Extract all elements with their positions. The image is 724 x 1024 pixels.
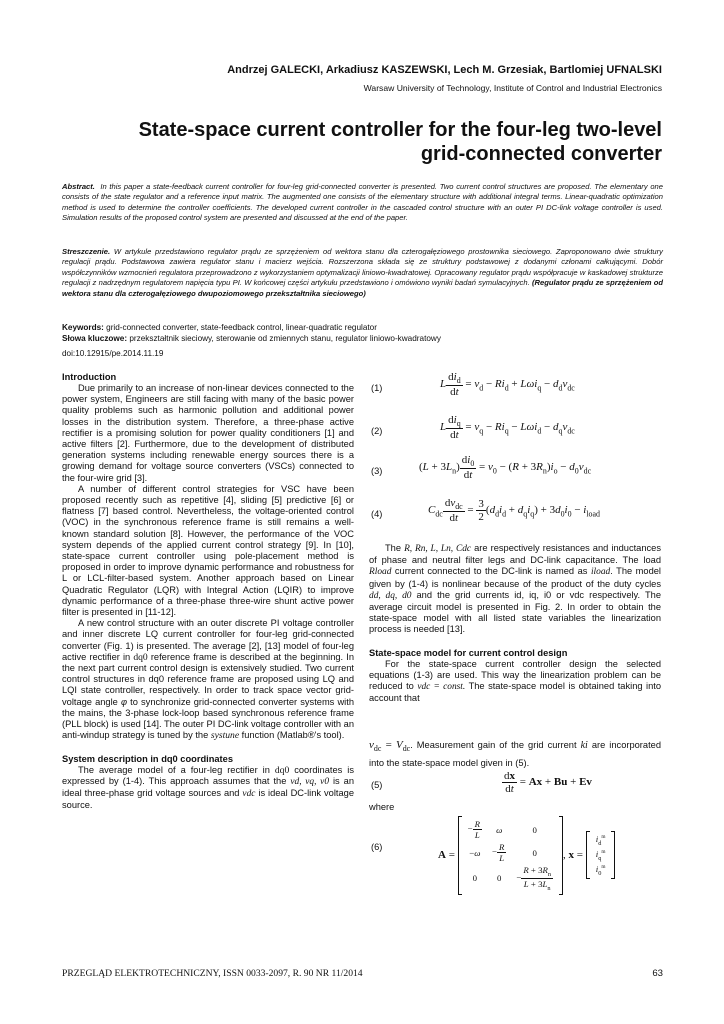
statespace-heading: State-space model for current control design [369,647,568,658]
statespace-cond: vdc = const. [417,682,466,693]
measurement-b: are incorporated into the state-space model given in (5). [369,740,661,769]
equation-6: A = − $\frac{R}{L}$ ω 0 −ω − $\frac{R}{L}$ 0 0 0 − $\frac{R + 3R_n}{L + 3L_n}$ , x = $i_d^m$ $i_q^m$ $i_0^m$ [438,816,615,895]
system-heading: System description in dq0 coordinates [62,753,233,764]
measurement-ki: ki [580,740,588,751]
matrix-A: − $\frac{R}{L}$ ω 0 −ω − $\frac{R}{L}$ 0 0 0 − $\frac{R + 3R_n}{L + 3L_n}$ [458,816,563,895]
statespace-paragraph [369,659,661,705]
statespace-b: The state-space model is obtained taking into account that [369,681,661,704]
slowa-kluczowe [62,333,663,344]
params-rload: Rload [369,567,392,578]
params-e: and the grid currents id, iq, i0 or vdc respectively. The average circuit model is presented in Fig. 2. In order to obtain the state-space model with all listed state variables the linearization process is needed [13]. [369,589,662,635]
intro-p3-a: A new control structure with an outer discrete PI voltage controller and inner discrete LQ current controller for four-leg grid-connected converter (Fig. 1) is presented. The average [2], [13] model of four-leg active rectifier in [62,618,354,662]
params-d: . The model given by (1-4) is nonlinear because of the product of the duty cycles [369,566,661,589]
keywords-label: Keywords: [62,323,104,332]
eq-number-3: (3) [371,466,383,476]
streszczenie-label: Streszczenie. [62,247,111,256]
keywords-text: grid-connected converter, state-feedback control, linear-quadratic regulator [106,323,377,332]
equation-3: $(L + 3L_n)$ $\frac{di_0}{dt}$ = $v_0 - (R + 3R_n)i_o - d_0v_{dc}$ [419,454,592,482]
intro-paragraph-1: Due primarily to an increase of non-linear devices connected to the power system, Engineers are still facing with many of the basic power quality problems such as harmonic pollution and additional power losses in the distribution system. Therefore, a three-phase active rectifier is a promising solution for power quality conditioners [1] and active filters [2]. Furthermore, due to the development of distributed generation systems including renewable energy sources there is a growing demand for voltage source converters (VSCs) connected to the four-wire grid [3]. [62,383,354,483]
eq-number-5: (5) [371,780,383,790]
right-column-text-1 [369,543,661,704]
right-column-text-2 [369,738,661,770]
equation-1: L $\frac{di_d}{dt}$ = $v_d - Ri_d + L\omega i_q - d_dv_{dc}$ [440,371,575,399]
eq-number-4: (4) [371,509,383,519]
params-duty: dd, dq, d0 [369,590,412,601]
abstract [62,182,663,224]
params-c: current connected to the DC-link is named as [391,566,591,577]
journal-info: PRZEGLĄD ELEKTROTECHNICZNY, ISSN 0033-2097, R. 90 NR 11/2014 [62,968,363,979]
intro-paragraph-3 [62,618,354,741]
intro-p3-systune: systune [210,730,240,742]
title-line-1: State-space current controller for the four-leg two-level [138,119,662,141]
equation-2: L $\frac{di_q}{dt}$ = $v_q - Ri_q - L\omega i_d - d_qv_{dc}$ [440,414,575,442]
affiliation: Warsaw University of Technology, Institute of Control and Industrial Electronics [363,83,662,93]
vdc-equals-Vdc: $v_{dc} = V_{dc}$ [369,739,411,754]
system-p1-a: The average model of a four-leg rectifier in [78,764,275,775]
doi: doi:10.12915/pe.2014.11.19 [62,349,164,358]
system-p1-c: is an ideal three-phase grid voltage sources and [62,775,354,798]
eq-number-6: (6) [371,842,383,852]
abstract-label: Abstract. [62,182,95,191]
intro-heading: Introduction [62,372,117,382]
statespace-a: For the state-space current controller design the selected equations (1-3) are used. This way the linearization problem can be reduced to [369,658,661,692]
system-p1-dq0: dq0 [274,764,290,776]
system-paragraph [62,765,354,812]
params-paragraph [369,543,661,636]
intro-p3-d: function (Matlab®'s tool). [239,730,345,741]
intro-p3-phi: φ [120,696,128,707]
paper-title [122,118,662,166]
equation-4: $C_{dc}$ $\frac{dv_{dc}}{dt}$ = $\frac{3}{2}$ $(d_di_d + d_qi_q) + 3d_0i_0 - i_{load}$ [428,497,600,525]
intro-p3-c: to synchronize grid-connected converter systems with the mains, the 3-phase lock-loop based synchronous reference frame (PLL block) is used [14]. The outer PI DC-link voltage controller with an anti-windup strategy is tuned by the [62,696,354,741]
title-line-2: grid-connected converter [420,143,662,165]
eq-number-2: (2) [371,426,383,436]
intro-p3-b: reference frame is described at the beginning. In the next part current control design is extensively studied. Two current control structures in dq0 reference frame are proposed using LQ and LQI state controller, respectively. In order to track space vector grid-voltage angle [62,651,354,707]
intro-paragraph-2: A number of different control strategies for VSC have been proposed recently such as repetitive [4], sliding [5] predictive [6] or flatness [7] based control. Nevertheless, the voltage-oriented control (VOC) in the synchronous reference frame is still remains a well-known standard solution [8]. However, the performance of the VOC system depends of the applied current control strategy [9]. In [10], state-space current controller using pole-placement method is proposed in order to improve dynamic performance and robustness for L or LCL-filter-based system. Another approach based on Linear Quadratic Regulator (LQR) with Integral Action (LQIR) to improve dynamic performance of a three-phase three-wire shunt active power filter is presented in [11-12]. [62,483,354,618]
system-p1-d: is ideal DC-link voltage source. [62,787,354,811]
keywords [62,322,663,333]
streszczenie-text: W artykule przedstawiono regulator prądu ze sprzężeniem od wektora stanu dla czterogałęziowego prostownika sieciowego. Zaproponowano dwie struktury regulacji prądu. Podstawowa zawiera regulator stanu i macierz wejścia. Rozszerzona składa się ze struktury podstawowej z dodanymi członami całkującymi. Dobór współczynników wzmocnień regulatora przeprowadzono z wykorzystaniem optymalizacji liniowo-kwadratowej. Opracowany regulator prądu współpracuje w kaskadowej strukturze regulacji z nadrzędnym regulatorem napięcia typu PI. W końcowej części artykułu przedstawiono i omówiono wyniki badań symulacyjnych. [62,247,663,288]
abstract-text: In this paper a state-feedback current controller for four-leg grid-connected converter is presented. Two current control structures are proposed. The elementary one consists of the state regulator and a reference input matrix. The augmented one consists of the elementary structure with additional integral terms. Linear-quadratic optimization method is used to determine the controller coefficients. The developed current controller in the cascaded control structure with an outer PI DC-link voltage controller is used. Simulation results of the proposed control system are presented and discussed at the end of the paper. [62,182,663,223]
params-b: are respectively resistances and inductances of phase and neutral filter legs and DC-link capacitance. The load [369,543,661,566]
equation-5: $\frac{dx}{dt}$ = Ax + Bu + Ev [504,770,592,795]
page-footer [62,968,663,979]
params-iload: iload [590,567,611,578]
page-number: 63 [652,968,663,979]
streszczenie [62,247,663,299]
slowa-text: przekształtnik sieciowy, sterowanie od zmiennych stanu, regulator liniowo-kwadratowy [129,334,441,343]
authors: Andrzej GALECKI, Arkadiusz KASZEWSKI, Lech M. Grzesiak, Bartlomiej UFNALSKI [227,64,662,76]
measurement-a: . Measurement gain of the grid current [410,740,581,750]
params-list: R, Rn, L, Ln, Cdc [404,544,472,554]
left-column [62,371,354,811]
intro-p3-dq0: dq0 [133,651,148,663]
system-p1-b: coordinates is expressed by (1-4). This approach assumes that the [62,764,354,786]
system-p1-vars: vd, vq, v0 [290,776,330,787]
slowa-label: Słowa kluczowe: [62,334,128,343]
system-p1-vdc: vdc [242,788,256,799]
where-label: where [369,802,395,812]
eq-number-1: (1) [371,383,383,393]
measurement-paragraph [369,738,661,770]
vector-x: $i_d^m$ $i_q^m$ $i_0^m$ [586,831,616,879]
streszczenie-title-pl: (Regulator prądu ze sprzężeniem od wektora stanu dla czterogałęziowego dwupoziomowego przekształtnika sieciowego) [62,278,663,298]
params-a: The [385,543,405,553]
